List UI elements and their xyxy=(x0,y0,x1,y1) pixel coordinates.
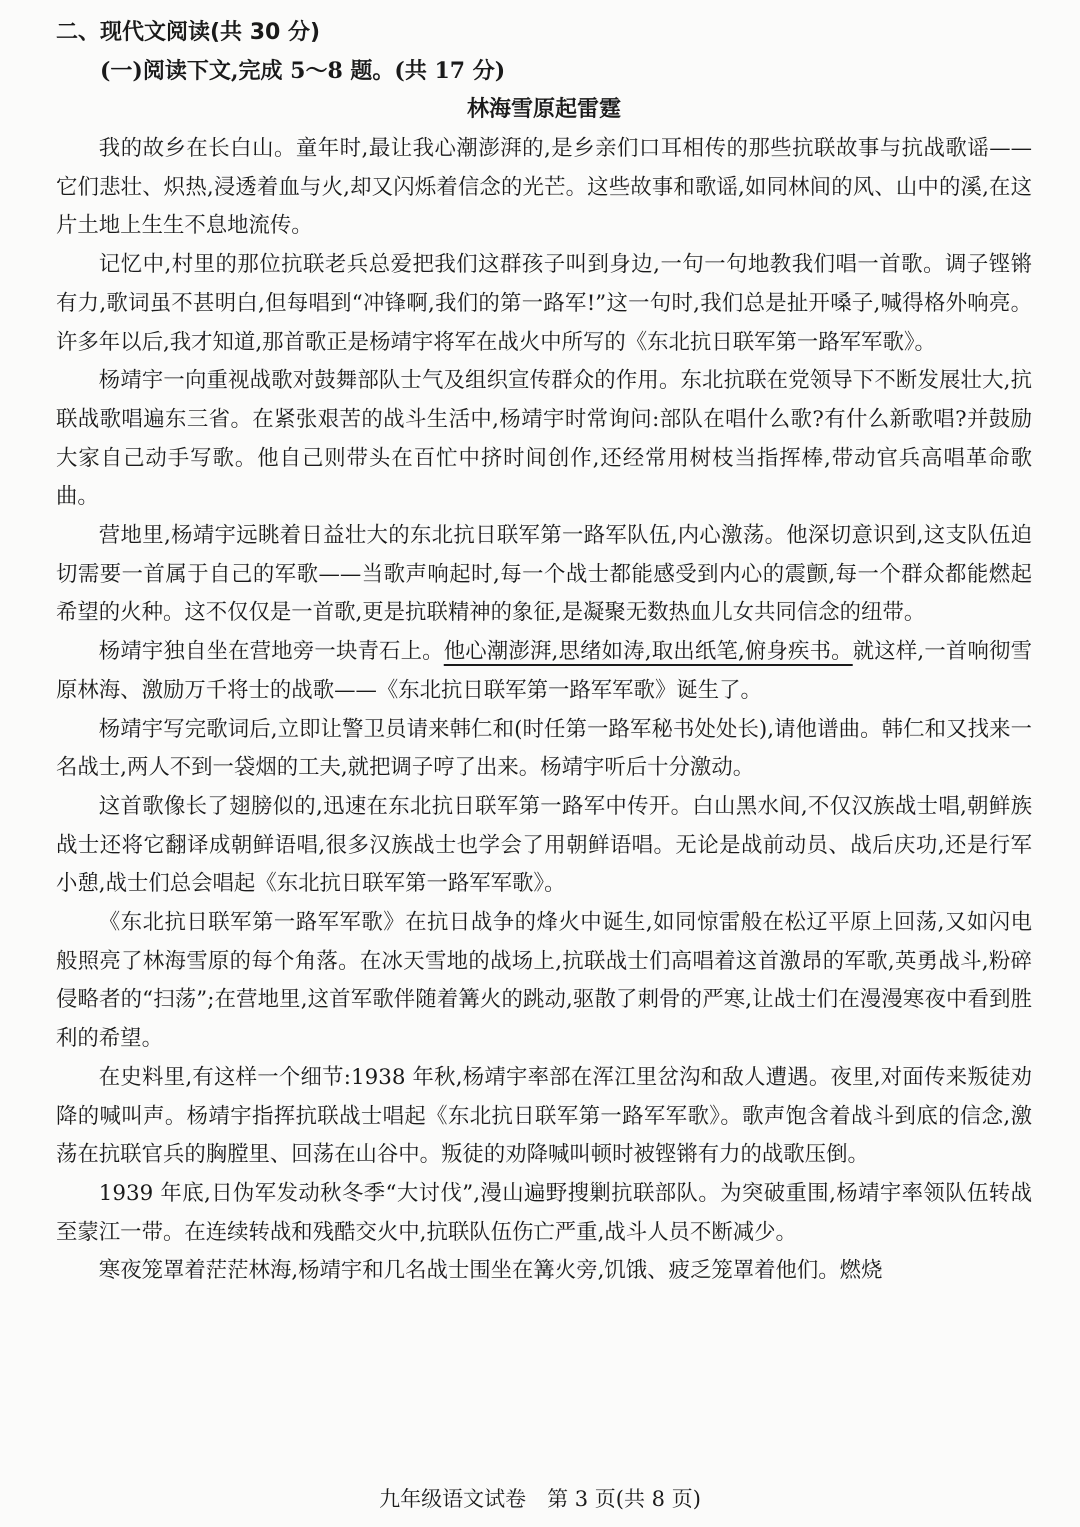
paragraph-2: 记忆中,村里的那位抗联老兵总爱把我们这群孩子叫到身边,一句一句地教我们唱一首歌。调子铿锵有力,歌词虽不甚明白,但每唱到“冲锋啊,我们的第一路军!”这一句时,我们总是扯开嗓子,喊得格外响亮。许多年以后,我才知道,那首歌正是杨靖宇将军在战火中所写的《东北抗日联军第一路军军歌》。 xyxy=(56,252,1032,355)
paragraph-7: 这首歌像长了翅膀似的,迅速在东北抗日联军第一路军中传开。白山黑水间,不仅汉族战士唱,朝鲜族战士还将它翻译成朝鲜语唱,很多汉族战士也学会了用朝鲜语唱。无论是战前动员、战后庆功,还是行军小憩,战士们总会唱起《东北抗日联军第一路军军歌》。 xyxy=(56,793,1032,897)
article-title: 林海雪原起雷霆 xyxy=(466,97,621,122)
paragraph-6: 杨靖宇写完歌词后,立即让警卫员请来韩仁和(时任第一路军秘书处处长),请他谱曲。韩仁和又找来一名战士,两人不到一袋烟的工夫,就把调子哼了出来。杨靖宇听后十分激动。 xyxy=(56,716,1032,781)
section-heading: 二、现代文阅读(共 30 分) xyxy=(56,20,321,45)
paragraph-5-intro: 杨靖宇独自坐在营地旁一块青石上。 xyxy=(98,639,444,665)
paragraph-1: 我的故乡在长白山。童年时,最让我心潮澎湃的,是乡亲们口耳相传的那些抗联故事与抗战歌谣——它们悲壮、炽热,浸透着血与火,却又闪烁着信念的光芒。这些故事和歌谣,如同林间的风、山中的溪,在这片土地上生生不息地流传。 xyxy=(56,136,1032,239)
paragraph-5-rest: 就这样,一首响彻雪原林海、激励万千将士的战歌——《东北抗日联军第一路军军歌》诞生了。 xyxy=(56,639,1032,703)
paragraph-10: 1939 年底,日伪军发动秋冬季“大讨伐”,漫山遍野搜剿抗联部队。为突破重围,杨靖宇率领队伍转战至蒙江一带。在连续转战和残酷交火中,抗联队伍伤亡严重,战斗人员不断减少。 xyxy=(56,1180,1032,1245)
paragraph-9: 在史料里,有这样一个细节:1938 年秋,杨靖宇率部在浑江里岔沟和敌人遭遇。夜里,对面传来叛徒劝降的喊叫声。杨靖宇指挥抗联战士唱起《东北抗日联军第一路军军歌》。歌声饱含着战斗到底的信念,激荡在抗联官兵的胸膛里、回荡在山谷中。叛徒的劝降喊叫顿时被铿锵有力的战歌压倒。 xyxy=(56,1064,1032,1168)
article-body xyxy=(56,130,1032,1291)
page-footer: 九年级语文试卷 第 3 页(共 8 页) xyxy=(379,1487,701,1511)
paragraph-8: 《东北抗日联军第一路军军歌》在抗日战争的烽火中诞生,如同惊雷般在松辽平原上回荡,又如闪电般照亮了林海雪原的每个角落。在冰天雪地的战场上,抗联战士们高唱着这首激昂的军歌,英勇战斗,粉碎侵略者的“扫荡”;在营地里,这首军歌伴随着篝火的跳动,驱散了刺骨的严寒,让战士们在漫漫寒夜中看到胜利的希望。 xyxy=(56,910,1032,1052)
paragraph-11: 寒夜笼罩着茫茫林海,杨靖宇和几名战士围坐在篝火旁,饥饿、疲乏笼罩着他们。燃烧 xyxy=(98,1258,883,1284)
paragraph-3: 杨靖宇一向重视战歌对鼓舞部队士气及组织宣传群众的作用。东北抗联在党领导下不断发展壮大,抗联战歌唱遍东三省。在紧张艰苦的战斗生活中,杨靖宇时常询问:部队在唱什么歌?有什么新歌唱?并鼓励大家自己动手写歌。他自己则带头在百忙中挤时间创作,还经常用树枝当指挥棒,带动官兵高唱革命歌曲。 xyxy=(56,368,1032,510)
underlined-sentence: 他心潮澎湃,思绪如涛,取出纸笔,俯身疾书。 xyxy=(443,639,853,665)
paragraph-5 xyxy=(56,633,1032,710)
paragraph-4: 营地里,杨靖宇远眺着日益壮大的东北抗日联军第一路军队伍,内心激荡。他深切意识到,这支队伍迫切需要一首属于自己的军歌——当歌声响起时,每一个战士都能感受到内心的震颤,每一个群众都能燃起希望的火种。这不仅仅是一首歌,更是抗联精神的象征,是凝聚无数热血儿女共同信念的纽带。 xyxy=(56,523,1032,626)
sub-heading: (一)阅读下文,完成 5～8 题。(共 17 分) xyxy=(100,58,506,84)
